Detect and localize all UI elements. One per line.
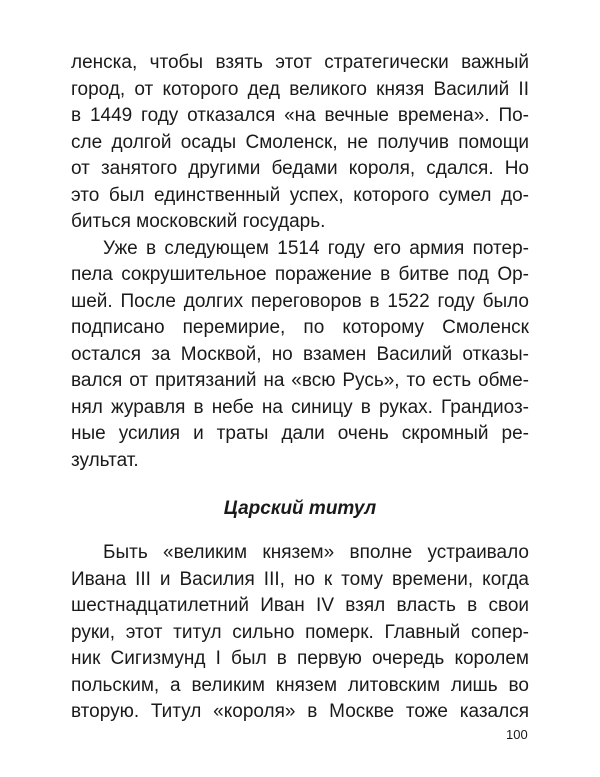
page-number: 100 xyxy=(506,727,528,742)
text-line: сле долгой осады Смоленск, не получив помощи xyxy=(71,131,529,153)
text-line: пела сокрушительное поражение в битве под Ор- xyxy=(71,264,529,285)
text-line: шестнадцатилетний Иван IV взял власть в свои xyxy=(71,595,529,616)
text-line: остался за Москвой, но взамен Василий отказы- xyxy=(71,343,529,365)
text-line: шей. После долгих переговоров в 1522 году было xyxy=(71,290,529,312)
text-line: ные усилия и траты дали очень скромный ре- xyxy=(71,423,529,444)
paragraph-1 xyxy=(71,50,529,236)
text-line: город, от которого дед великого князя Василий II xyxy=(71,78,529,100)
text-line: от занятого другими бедами короля, сдался. Но xyxy=(71,158,529,179)
text-line: зультат. xyxy=(71,449,139,471)
paragraph-2 xyxy=(71,236,529,475)
text-line: Уже в следующем 1514 году его армия потер- xyxy=(103,237,529,259)
paragraph-3 xyxy=(71,540,529,726)
text-line: нял журавля в небе на синицу в руках. Грандиоз- xyxy=(71,396,529,418)
text-line: польским, а великим князем литовским лишь во xyxy=(71,674,529,696)
text-line: Быть «великим князем» вполне устраивало xyxy=(103,542,529,563)
text-line: вторую. Титул «короля» в Москве тоже казался xyxy=(71,701,529,722)
text-line: руки, этот титул сильно померк. Главный сопер- xyxy=(71,621,529,643)
text-line: подписано перемирие, по которому Смоленск xyxy=(71,317,529,338)
text-line: Ивана III и Василия III, но к тому времени, когда xyxy=(71,568,529,590)
text-line: биться московский государь. xyxy=(71,211,326,232)
section-heading: Царский титул xyxy=(223,498,377,519)
text-line: это был единственный успех, которого сумел до- xyxy=(71,184,529,206)
text-line: в 1449 году отказался «на вечные времена». По- xyxy=(71,105,529,126)
text-line: ленска, чтобы взять этот стратегически важный xyxy=(71,52,529,73)
text-line: ник Сигизмунд I был в первую очередь королем xyxy=(71,648,529,669)
page-body xyxy=(71,50,529,726)
text-line: вался от притязаний на «всю Русь», то есть обме- xyxy=(71,370,529,391)
